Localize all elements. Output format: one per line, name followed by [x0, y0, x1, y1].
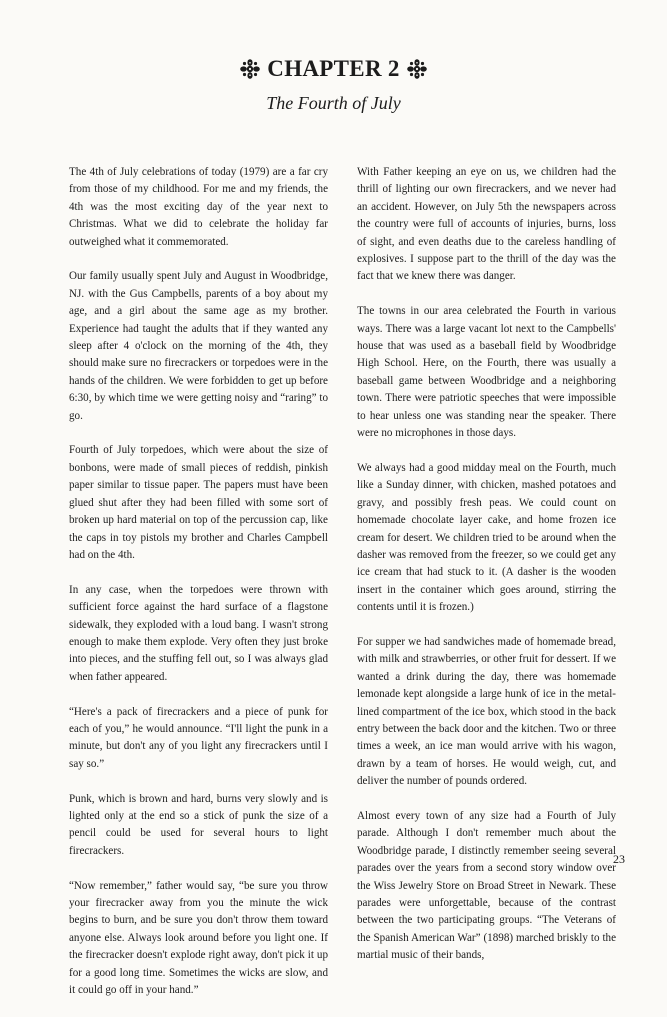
left-column	[69, 164, 328, 1017]
paragraph: The towns in our area celebrated the Fourth in various ways. There was a large vacant lot next to the Campbells' house that was used as a baseball field by Woodbridge High School. Here, on the Fourth, there was usually a baseball game between Woodbridge and a neighboring town. There were patriotic speeches that were impossible to hear unless one was standing near the speaker. There were no microphones in those days.	[357, 305, 616, 440]
leaf-ornament-icon	[406, 59, 428, 79]
page-number: 23	[613, 852, 625, 866]
paragraph: Our family usually spent July and August in Woodbridge, NJ. with the Gus Campbells, parents of a boy about my age, and a girl about the same age as my brother. Experience had taught the adults that if they wanted any sleep after 4 o'clock on the morning of the 4th, they should make sure no firecrackers or torpedoes were in the hands of the children. We were forbidden to get up before 6:30, by which time we were getting noisy and “raring” to go.	[69, 270, 328, 422]
paragraph: The 4th of July celebrations of today (1979) are a far cry from those of my childhood. For me and my friends, the 4th was the most exciting day of the year next to Christmas. What we did to celebrate the holiday far outweighed what it commemorated.	[69, 166, 328, 248]
paragraph: Fourth of July torpedoes, which were about the size of bonbons, were made of small pieces of reddish, pinkish paper similar to tissue paper. The papers must have been glued shut after they had been filled with some sort of broken up hard material on top of the percussion cap, like the caps in toy pistols my brother and Charles Campbell had on the 4th.	[69, 444, 328, 561]
paragraph: For supper we had sandwiches made of homemade bread, with milk and strawberries, or other fruit for dessert. If we wanted a drink during the day, there was homemade lemonade kept alongside a large hunk of ice in the metal-lined compartment of the ice box, which stood in the back entry between the back door and the kitchen. Two or three times a week, an ice man would arrive with his wagon, drawn by a team of horses. He would weigh, cut, and deliver the number of pounds ordered.	[357, 635, 616, 788]
paragraph: “Now remember,” father would say, “be sure you throw your firecracker away from you the minute the wick begins to burn, and be sure you don't throw them toward anyone else. Always look around before you light one. If the firecracker doesn't explode right away, don't pick it up for a good long time. Sometimes the wicks are slow, and it could go off in your hand.”	[69, 879, 328, 996]
paragraph: Punk, which is brown and hard, burns very slowly and is lighted only at the end so a stick of punk the size of a pencil could be used for several hours to light firecrackers.	[69, 792, 328, 857]
paragraph: “Here's a pack of firecrackers and a piece of punk for each of you,” he would announce. “I'll light the punk in a minute, but don't any of you light any firecrackers until I say so.”	[69, 705, 328, 770]
chapter-header	[0, 54, 667, 115]
chapter-title: The Fourth of July	[266, 93, 401, 113]
chapter-heading-row	[0, 54, 667, 84]
paragraph: With Father keeping an eye on us, we children had the thrill of lighting our own firecrackers, and we never had an accident. However, on July 5th the newspapers across the country were full of accounts of injuries, burns, loss of sight, and even deaths due to the careless handling of explosives. I suppose part to the thrill of the day was the fact that we knew there was danger.	[357, 166, 616, 283]
leaf-ornament-icon	[239, 59, 261, 79]
paragraph: In any case, when the torpedoes were thrown with sufficient force against the hard surface of a flagstone sidewalk, they exploded with a loud bang. I wasn't strong enough to make them explode. Very often they just broke into pieces, and the stuffing fell out, so I was always glad when father appeared.	[69, 583, 328, 683]
paragraph: Almost every town of any size had a Fourth of July parade. Although I don't remember much about the Woodbridge parade, I distinctly remember seeing several parades over the years from a second story window over the Wiss Jewelry Store on Broad Street in Newark. These parades were unforgettable, because of the contrast between the two participating groups. “The Veterans of the Spanish American War” (1898) marched briskly to the martial music of their bands,	[357, 809, 616, 962]
paragraph: We always had a good midday meal on the Fourth, much like a Sunday dinner, with chicken, mashed potatoes and gravy, and possibly fresh peas. We could count on homemade chocolate layer cake, and home frozen ice cream for desert. We children tried to be around when the dasher was removed from the freezer, so we could get any ice cream that had stuck to it. (A dasher is the wooden insert in the container which goes around, stirring the contents until it is frozen.)	[357, 461, 616, 614]
chapter-number: CHAPTER 2	[267, 56, 400, 81]
right-column	[357, 164, 616, 982]
